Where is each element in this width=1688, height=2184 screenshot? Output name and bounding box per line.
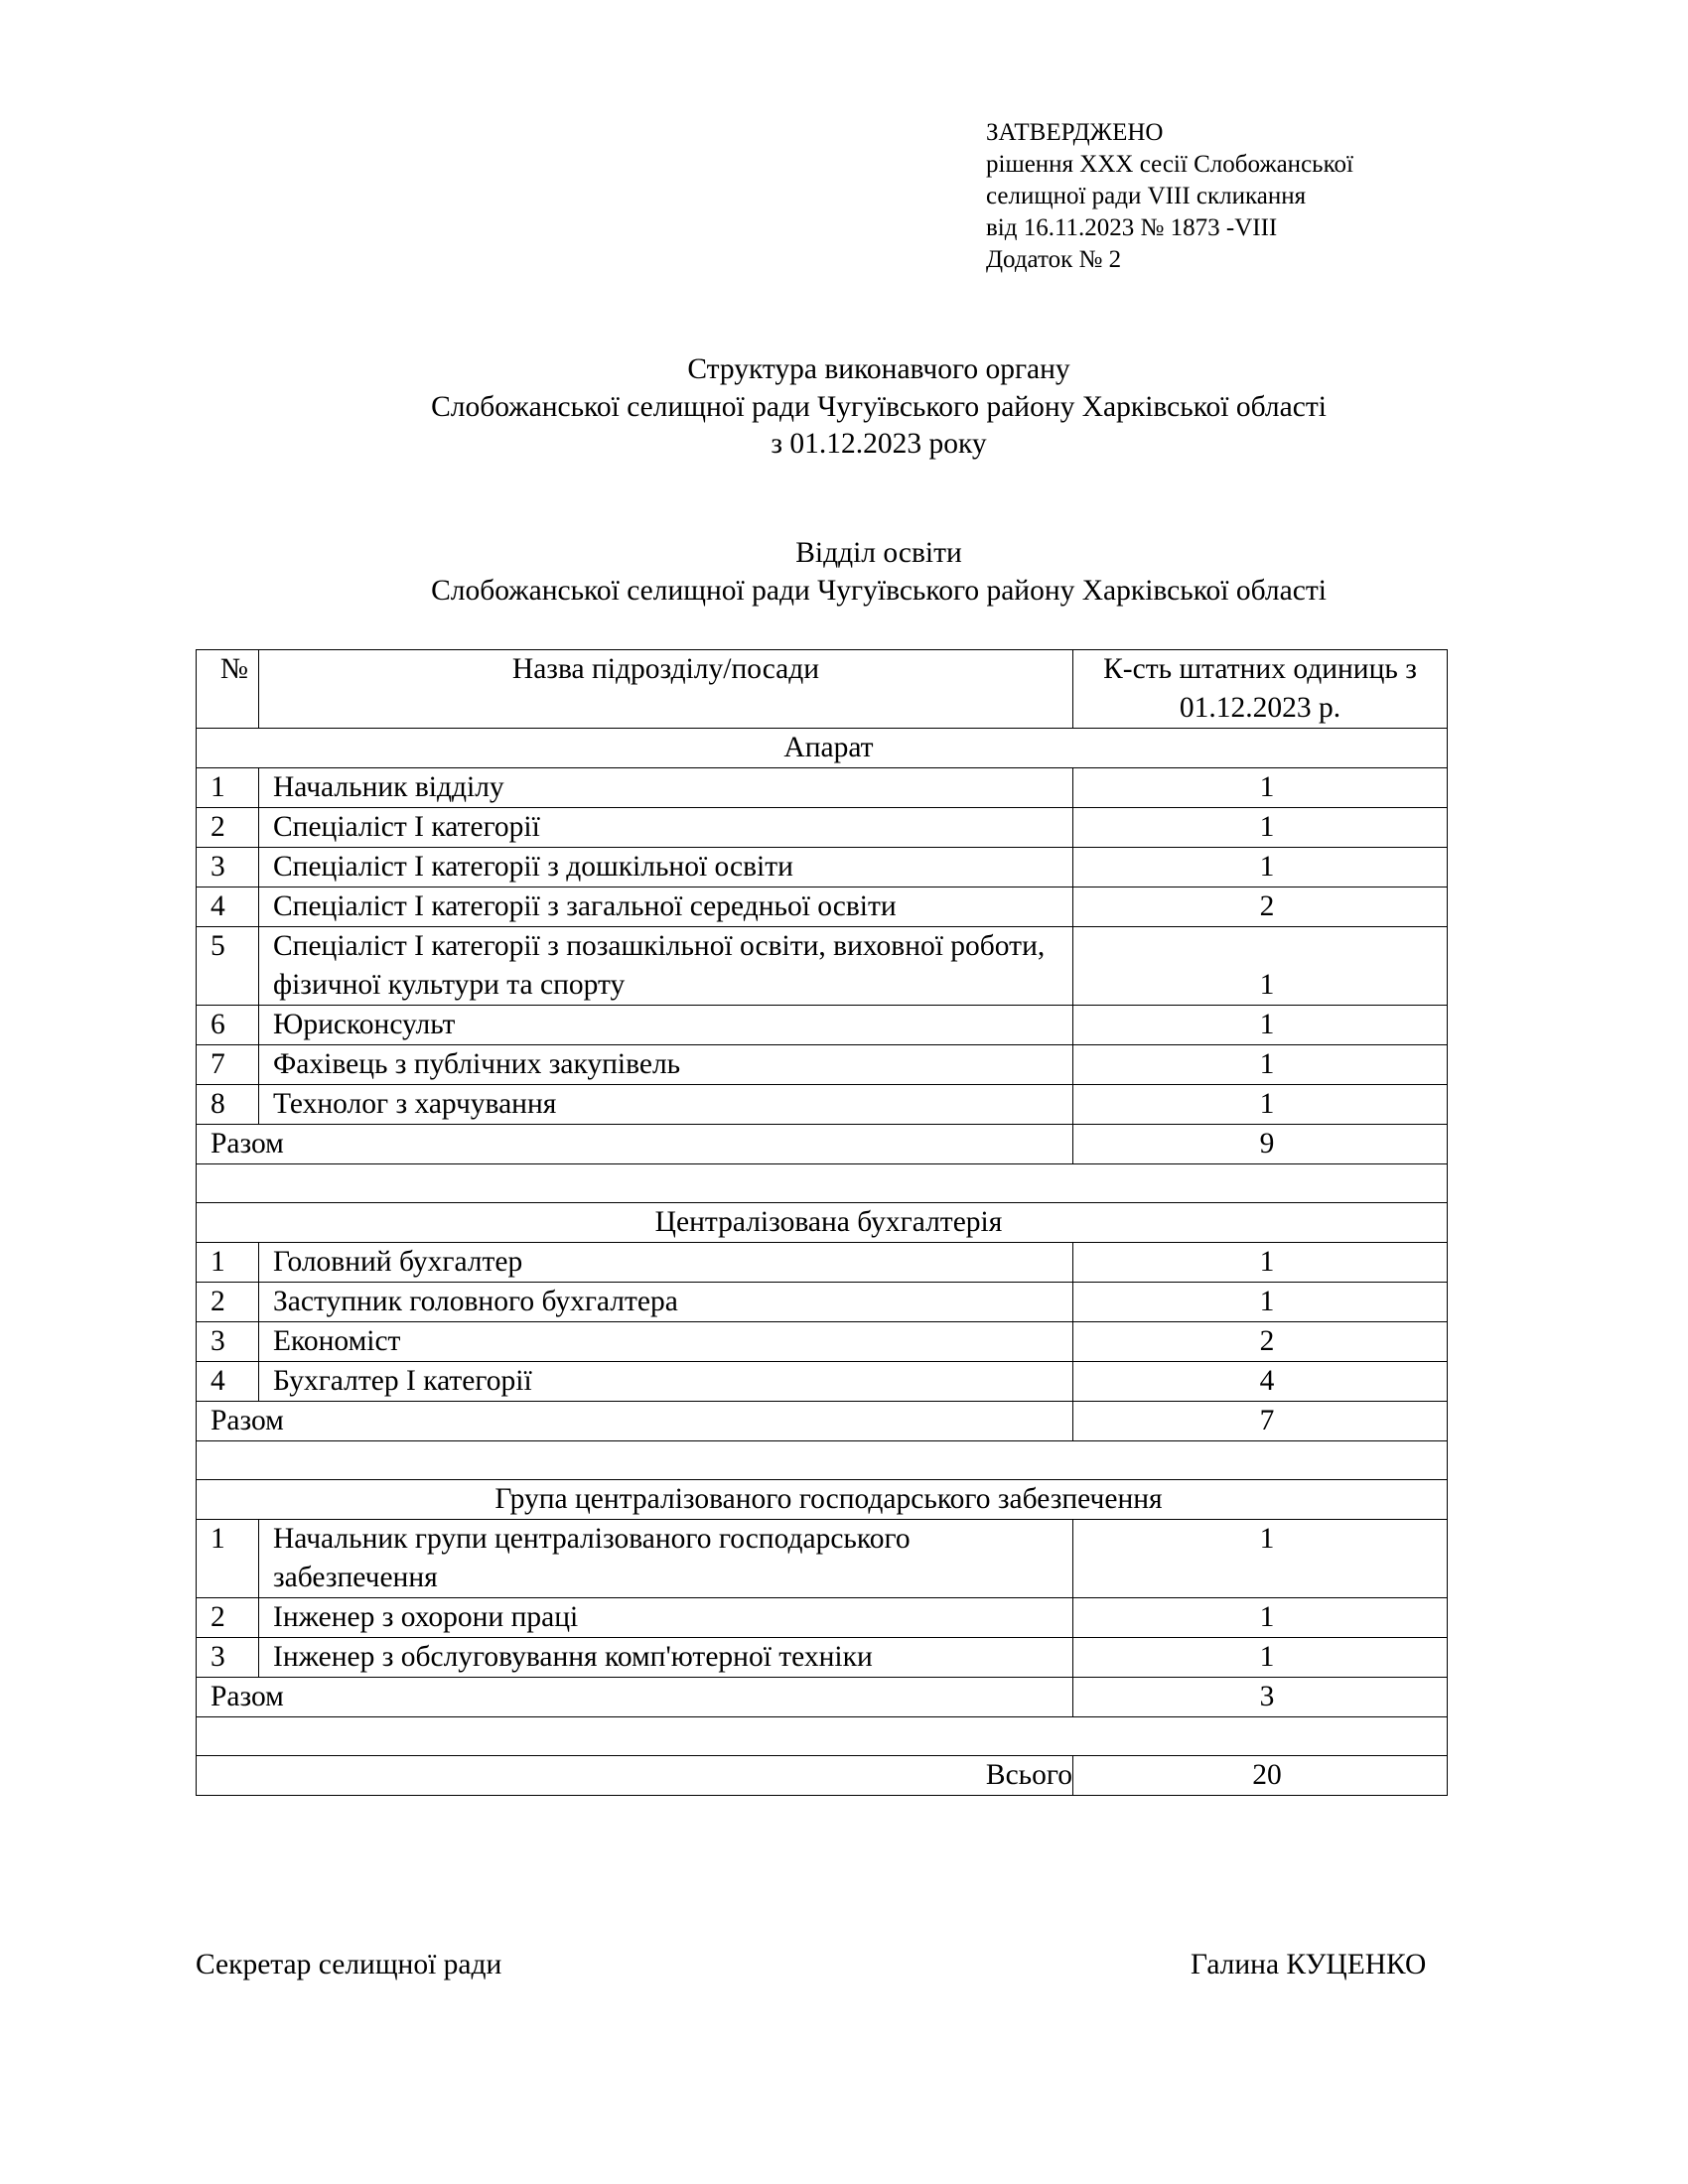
subtotal-label: Разом (197, 1678, 1073, 1717)
approval-line: селищної ради VIII скликання (986, 183, 1307, 209)
row-name: Заступник головного бухгалтера (259, 1283, 1073, 1322)
section-title: Апарат (197, 729, 1448, 768)
table-row (197, 1520, 1448, 1598)
row-name: Фахівець з публічних закупівель (259, 1045, 1073, 1085)
row-count: 1 (1073, 1045, 1448, 1085)
row-number: 1 (197, 768, 259, 808)
spacer-row (197, 1441, 1448, 1480)
row-count: 4 (1073, 1362, 1448, 1402)
row-name: Спеціаліст І категорії з дошкільної освіти (259, 848, 1073, 887)
department-line: Слобожанської селищної ради Чугуївського району Харківської області (431, 574, 1327, 607)
title-line: Слобожанської селищної ради Чугуївського району Харківської області (431, 390, 1327, 423)
approval-line: рішення ХХХ сесії Слобожанської (986, 151, 1353, 178)
row-name: Юрисконсульт (259, 1006, 1073, 1045)
section-header-row (197, 729, 1448, 768)
row-number: 2 (197, 1598, 259, 1638)
row-count: 1 (1073, 1006, 1448, 1045)
table-row (197, 768, 1448, 808)
subtotal-row (197, 1678, 1448, 1717)
spacer-cell (197, 1441, 1448, 1480)
row-number: 7 (197, 1045, 259, 1085)
table-row (197, 887, 1448, 927)
row-number: 4 (197, 1362, 259, 1402)
subtotal-value: 3 (1073, 1678, 1448, 1717)
grand-total-row (197, 1756, 1448, 1796)
table-row (197, 1085, 1448, 1125)
row-number: 3 (197, 1322, 259, 1362)
row-number: 1 (197, 1243, 259, 1283)
department-title (0, 535, 1688, 610)
row-count: 2 (1073, 1322, 1448, 1362)
row-count: 1 (1073, 1243, 1448, 1283)
approval-stamp (986, 117, 1353, 276)
row-count: 1 (1073, 848, 1448, 887)
spacer-row (197, 1717, 1448, 1756)
row-number: 8 (197, 1085, 259, 1125)
row-name: Головний бухгалтер (259, 1243, 1073, 1283)
subtotal-value: 7 (1073, 1402, 1448, 1441)
grand-total-label: Всього (197, 1756, 1073, 1796)
row-number: 3 (197, 848, 259, 887)
subtotal-value: 9 (1073, 1125, 1448, 1164)
section-header-row (197, 1203, 1448, 1243)
row-number: 5 (197, 927, 259, 1006)
row-name: Спеціаліст І категорії (259, 808, 1073, 848)
spacer-cell (197, 1164, 1448, 1203)
table-row (197, 848, 1448, 887)
row-number: 6 (197, 1006, 259, 1045)
row-name: Спеціаліст І категорії з загальної середньої освіти (259, 887, 1073, 927)
section-title: Група централізованого господарського забезпечення (197, 1480, 1448, 1520)
table-header-row (197, 650, 1448, 729)
row-name: Інженер з охорони праці (259, 1598, 1073, 1638)
document-title (0, 351, 1688, 464)
row-count: 2 (1073, 887, 1448, 927)
table-row (197, 1322, 1448, 1362)
row-name: Начальник групи централізованого господарського забезпечення (259, 1520, 1073, 1598)
title-line: з 01.12.2023 року (771, 428, 987, 460)
spacer-cell (197, 1717, 1448, 1756)
table-row (197, 1045, 1448, 1085)
header-number: № (197, 650, 259, 729)
subtotal-label: Разом (197, 1125, 1073, 1164)
subtotal-row (197, 1402, 1448, 1441)
row-name: Спеціаліст І категорії з позашкільної освіти, виховної роботи, фізичної культури та спорту (259, 927, 1073, 1006)
table-row (197, 1243, 1448, 1283)
row-name: Бухгалтер І категорії (259, 1362, 1073, 1402)
table-row (197, 1638, 1448, 1678)
title-line: Структура виконавчого органу (687, 353, 1070, 385)
table-row (197, 1006, 1448, 1045)
row-number: 2 (197, 808, 259, 848)
row-count: 1 (1073, 1598, 1448, 1638)
row-count: 1 (1073, 1283, 1448, 1322)
row-number: 4 (197, 887, 259, 927)
approval-line: Додаток № 2 (986, 246, 1122, 273)
row-count: 1 (1073, 768, 1448, 808)
approval-line: ЗАТВЕРДЖЕНО (986, 119, 1164, 146)
grand-total-value: 20 (1073, 1756, 1448, 1796)
table-row (197, 1283, 1448, 1322)
row-name: Інженер з обслуговування комп'ютерної техніки (259, 1638, 1073, 1678)
table-row (197, 808, 1448, 848)
row-count: 1 (1073, 808, 1448, 848)
staff-table (196, 649, 1448, 1796)
section-title: Централізована бухгалтерія (197, 1203, 1448, 1243)
row-name: Начальник відділу (259, 768, 1073, 808)
row-number: 3 (197, 1638, 259, 1678)
row-number: 2 (197, 1283, 259, 1322)
table-row (197, 927, 1448, 1006)
header-name: Назва підрозділу/посади (259, 650, 1073, 729)
subtotal-row (197, 1125, 1448, 1164)
subtotal-label: Разом (197, 1402, 1073, 1441)
department-line: Відділ освіти (795, 537, 962, 569)
table-row (197, 1598, 1448, 1638)
signatory-position: Секретар селищної ради (196, 1949, 502, 1980)
row-count: 1 (1073, 1520, 1448, 1598)
header-count: К-сть штатних одиниць з 01.12.2023 р. (1073, 650, 1448, 729)
row-count: 1 (1073, 1638, 1448, 1678)
table-row (197, 1362, 1448, 1402)
row-count: 1 (1073, 927, 1448, 1006)
spacer-row (197, 1164, 1448, 1203)
row-number: 1 (197, 1520, 259, 1598)
row-name: Технолог з харчування (259, 1085, 1073, 1125)
approval-line: від 16.11.2023 № 1873 -VIII (986, 214, 1278, 241)
row-count: 1 (1073, 1085, 1448, 1125)
section-header-row (197, 1480, 1448, 1520)
row-name: Економіст (259, 1322, 1073, 1362)
signatory-name: Галина КУЦЕНКО (1191, 1949, 1427, 1980)
